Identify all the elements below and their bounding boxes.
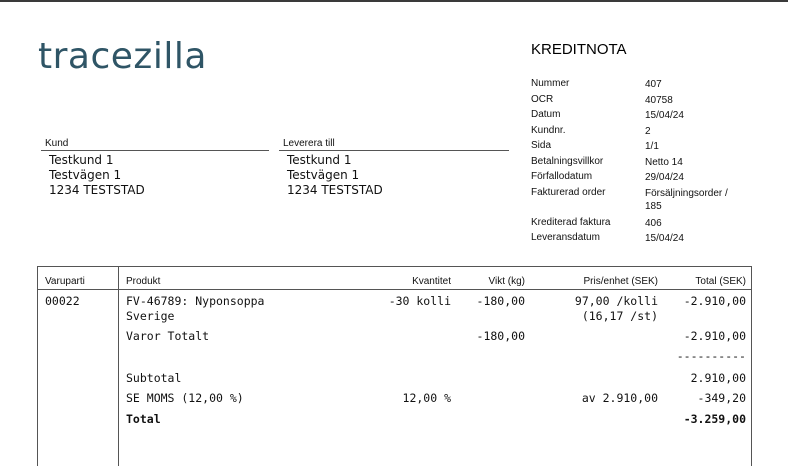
meta-label: Förfallodatum (531, 171, 593, 182)
header-weight: Vikt (kg) (488, 276, 525, 287)
meta-row (531, 187, 745, 217)
line-unit-price: (16,17 /st) (581, 309, 658, 323)
customer-label: Kund (41, 138, 269, 151)
document-meta (531, 78, 745, 248)
tracezilla-logo: tracezilla (38, 36, 207, 77)
column-divider (118, 267, 119, 466)
meta-label: Datum (531, 109, 561, 120)
vat-label: SE MOMS (12,00 %) (126, 391, 244, 405)
meta-label: OCR (531, 93, 554, 105)
goods-total-weight: -180,00 (476, 329, 525, 343)
grand-total-label: Total (126, 412, 161, 426)
customer-address (41, 138, 269, 198)
grand-total-amount: -3.259,00 (683, 412, 746, 426)
meta-value: 1/1 (645, 141, 659, 152)
meta-label: Leveransdatum (531, 232, 600, 243)
meta-row (531, 232, 745, 248)
goods-total-amount: -2.910,00 (683, 329, 746, 343)
top-border (0, 0, 788, 2)
customer-city: 1234 TESTSTAD (49, 183, 145, 197)
meta-label: Krediterad faktura (531, 216, 611, 228)
line-lot: 00022 (45, 294, 80, 308)
vat-rate: 12,00 % (402, 391, 451, 405)
header-lot: Varuparti (45, 276, 85, 287)
subtotal-label: Subtotal (126, 371, 182, 385)
meta-value: 15/04/24 (645, 233, 684, 244)
delivery-street: Testvägen 1 (287, 168, 360, 182)
line-product-origin: Sverige (126, 309, 175, 323)
meta-value: 15/04/24 (645, 110, 684, 121)
meta-row (531, 109, 745, 125)
header-divider (38, 289, 751, 290)
line-product: FV-46789: Nyponsoppa (126, 294, 265, 308)
customer-street: Testvägen 1 (49, 168, 122, 182)
header-quantity: Kvantitet (412, 276, 451, 287)
meta-value: 29/04/24 (645, 172, 684, 183)
meta-label: Fakturerad order (531, 186, 606, 198)
header-price: Pris/enhet (SEK) (583, 276, 658, 287)
meta-label: Nummer (531, 78, 570, 89)
subtotal-amount: 2.910,00 (690, 371, 746, 385)
line-weight: -180,00 (476, 294, 525, 308)
meta-value: Netto 14 (645, 156, 683, 168)
delivery-name: Testkund 1 (287, 153, 352, 167)
meta-row (531, 217, 745, 233)
meta-row (531, 125, 745, 141)
meta-value: 407 (645, 79, 662, 90)
meta-value: 406 (645, 217, 662, 229)
meta-label: Betalningsvillkor (531, 155, 604, 167)
vat-amount: -349,20 (697, 391, 746, 405)
meta-row (531, 140, 745, 156)
meta-value: 2 (645, 125, 651, 137)
header-product: Produkt (126, 276, 161, 287)
goods-total-label: Varor Totalt (126, 329, 210, 343)
meta-value: Försäljningsorder / 185 (645, 187, 728, 212)
document-title: KREDITNOTA (531, 41, 627, 58)
line-items-table (37, 266, 752, 466)
sum-separator: ---------- (676, 349, 746, 363)
meta-row (531, 78, 745, 94)
line-total: -2.910,00 (683, 294, 746, 308)
delivery-city: 1234 TESTSTAD (287, 183, 383, 197)
customer-name: Testkund 1 (49, 153, 114, 167)
meta-row (531, 171, 745, 187)
line-quantity: -30 kolli (388, 294, 451, 308)
delivery-label: Leverera till (279, 138, 509, 151)
meta-row (531, 94, 745, 110)
line-price: 97,00 /kolli (574, 294, 658, 308)
vat-base: av 2.910,00 (581, 391, 658, 405)
meta-label: Sida (531, 140, 552, 151)
meta-label: Kundnr. (531, 124, 566, 136)
meta-value: 40758 (645, 94, 673, 106)
delivery-address (279, 138, 509, 198)
meta-row (531, 156, 745, 172)
header-total: Total (SEK) (695, 276, 746, 287)
